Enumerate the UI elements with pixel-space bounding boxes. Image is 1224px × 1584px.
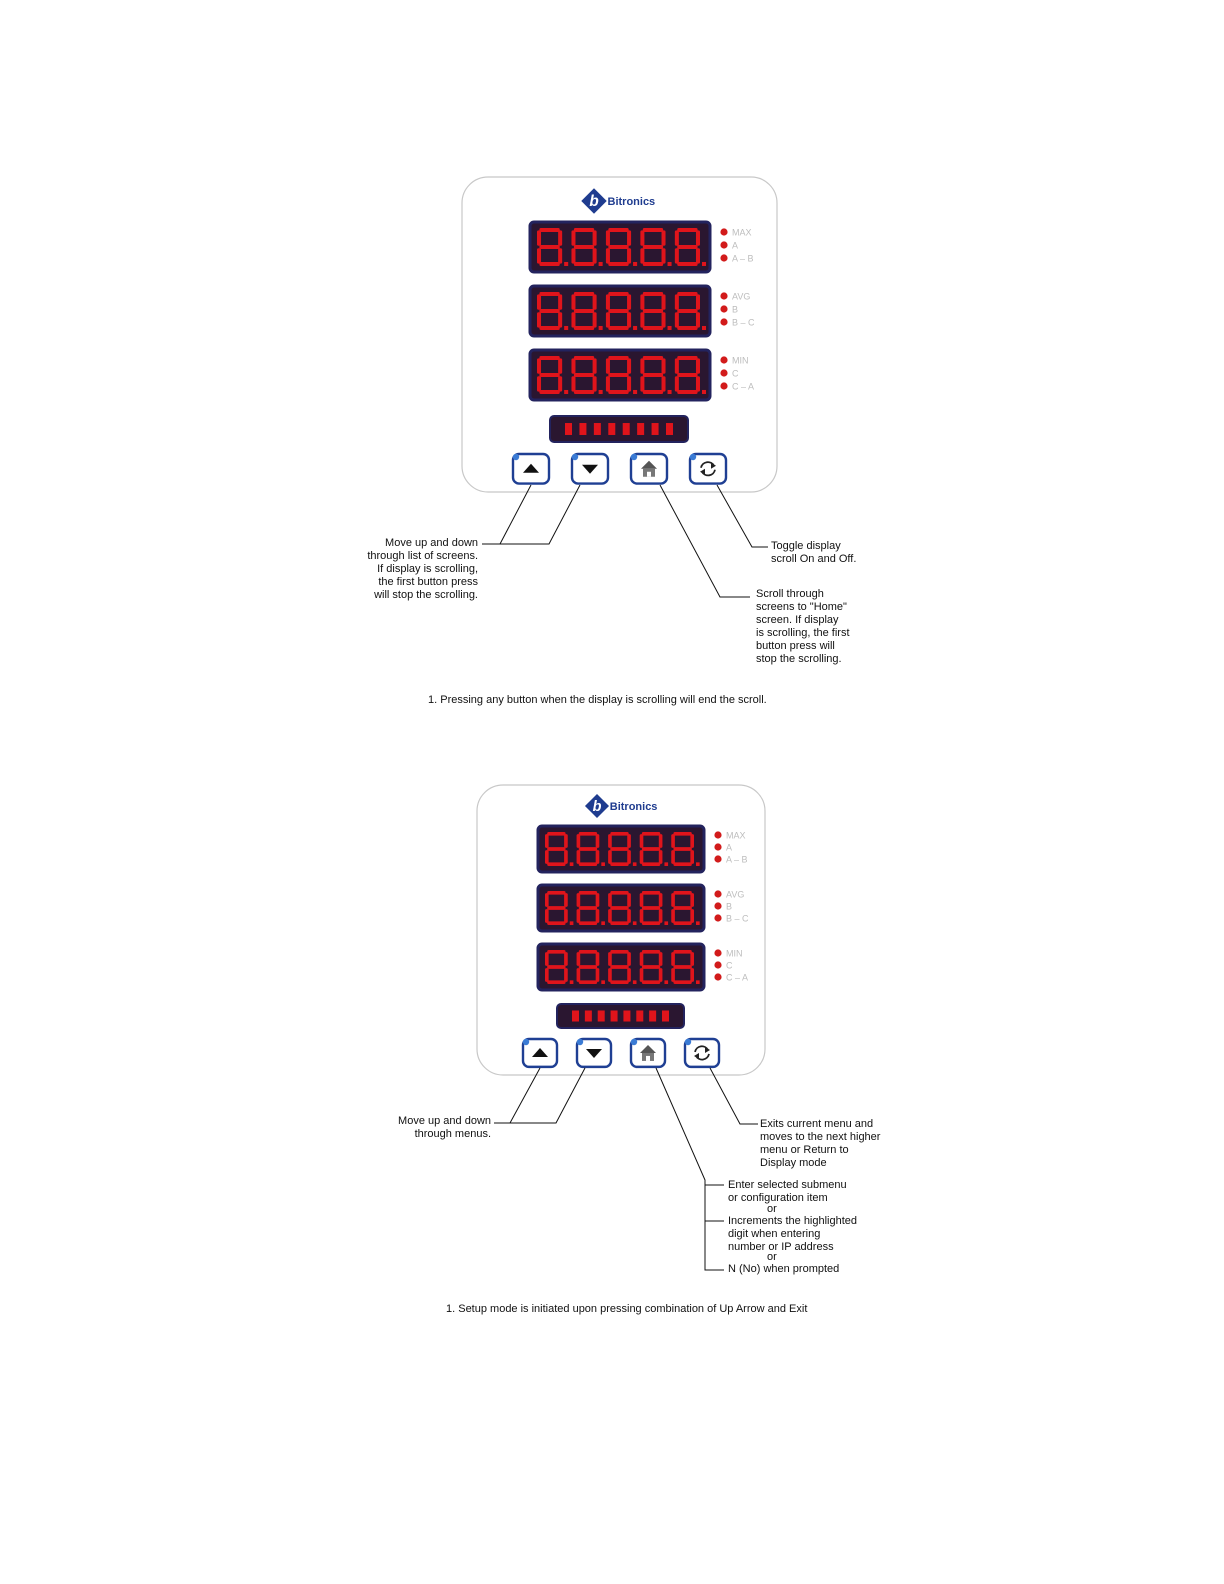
up-arrow-button[interactable]: [513, 454, 549, 484]
indicator-label: C – A: [732, 381, 755, 392]
indicator-label: A – B: [732, 253, 754, 264]
indicator-label: B: [726, 901, 733, 912]
note-no-prompt: N (No) when prompted: [728, 1263, 840, 1275]
leader-line: [494, 1068, 540, 1123]
bar-indicator: [550, 416, 688, 442]
indicator-led: [714, 855, 721, 862]
indicator-led: [714, 914, 721, 921]
indicator-label: MIN: [726, 948, 743, 959]
note-exit-menu: Exits current menu and moves to the next higher menu or Return to Display mode: [760, 1118, 881, 1169]
logo-letter: b: [592, 798, 602, 815]
meter-panel-1: [462, 177, 777, 597]
figure-1-footnote: 1. Pressing any button when the display is scrolling will end the scroll.: [428, 694, 767, 706]
indicator-label: MIN: [732, 355, 749, 366]
leader-line: [656, 1068, 724, 1270]
bar-indicator: [557, 1004, 684, 1028]
note-toggle-scroll: Toggle display scroll On and Off.: [771, 540, 857, 565]
figure-2-footnote: 1. Setup mode is initiated upon pressing combination of Up Arrow and Exit: [446, 1303, 808, 1315]
indicator-led: [714, 902, 721, 909]
indicator-led: [720, 382, 727, 389]
indicator-label: B: [732, 304, 739, 315]
indicator-led: [720, 356, 727, 363]
down-arrow-button[interactable]: [577, 1039, 611, 1067]
meter-panel-2: [477, 785, 765, 1270]
home-button[interactable]: [631, 1039, 665, 1067]
note-or-1: or: [767, 1203, 777, 1215]
indicator-led: [720, 241, 727, 248]
indicator-label: C: [726, 960, 733, 971]
brand-name: Bitronics: [607, 196, 656, 208]
leader-line: [717, 485, 768, 547]
indicator-led: [714, 949, 721, 956]
indicator-led: [720, 369, 727, 376]
indicator-led: [720, 305, 727, 312]
indicator-label: MAX: [726, 830, 746, 841]
brand-name: Bitronics: [609, 801, 658, 813]
indicator-label: MAX: [732, 227, 752, 238]
indicator-led: [714, 831, 721, 838]
indicator-led: [720, 228, 727, 235]
refresh-button[interactable]: [685, 1039, 719, 1067]
down-arrow-button[interactable]: [572, 454, 608, 484]
indicator-label: AVG: [732, 291, 751, 302]
up-arrow-button[interactable]: [523, 1039, 557, 1067]
note-up-down-screens: Move up and down through list of screens. If display is scrolling, the first button press will stop the scrolling.: [367, 537, 478, 601]
leader-line: [660, 485, 750, 597]
note-up-down-menus: Move up and down through menus.: [398, 1115, 491, 1140]
note-or-2: or: [767, 1251, 777, 1263]
indicator-label: C – A: [726, 972, 749, 983]
leader-line: [482, 485, 531, 544]
indicator-label: B – C: [732, 317, 755, 328]
note-home-screen: Scroll through screens to "Home" screen. If display is scrolling, the first button press will stop the scrolling.: [756, 588, 850, 665]
indicator-label: A: [726, 842, 733, 853]
leader-line: [510, 1068, 585, 1123]
indicator-led: [714, 843, 721, 850]
indicator-label: AVG: [726, 889, 745, 900]
indicator-led: [714, 890, 721, 897]
logo-letter: b: [589, 193, 599, 211]
indicator-led: [720, 318, 727, 325]
home-button[interactable]: [631, 454, 667, 484]
indicator-led: [714, 973, 721, 980]
indicator-label: B – C: [726, 913, 749, 924]
refresh-button[interactable]: [690, 454, 726, 484]
indicator-label: C: [732, 368, 739, 379]
indicator-label: A: [732, 240, 739, 251]
leader-line: [710, 1068, 758, 1124]
note-enter-submenu: Enter selected submenu or configuration item: [728, 1179, 847, 1204]
leader-line: [500, 485, 580, 544]
indicator-led: [720, 254, 727, 261]
indicator-led: [720, 292, 727, 299]
indicator-label: A – B: [726, 854, 748, 865]
note-increment-digit: Increments the highlighted digit when entering number or IP address: [728, 1215, 858, 1253]
indicator-led: [714, 961, 721, 968]
